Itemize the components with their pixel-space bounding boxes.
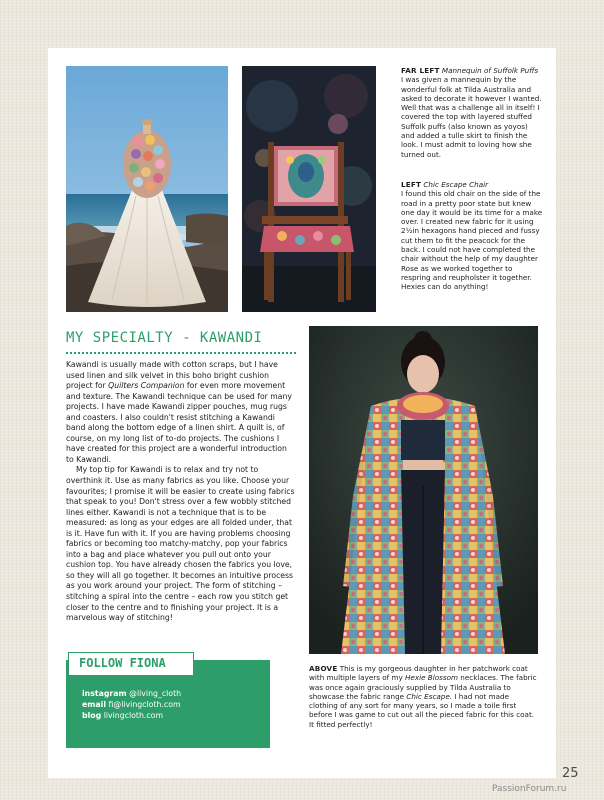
patchwork-coat-photo [309,326,538,654]
caption-text: I was given a mannequin by the wonderful folk at Tilda Australia and asked to decorate it however I wanted. Well that was a challenge all in itself! I covered the top with layered stuffed Suffolk puffs (also known as yoyos) and added a tulle skirt to finish the look. I must admit to loving how she turned out. [401,75,542,159]
section-heading: MY SPECIALTY - KAWANDI [66,330,263,346]
watermark: PassionForum.ru [492,784,567,794]
blog-label: blog [82,711,102,720]
caption-label: FAR LEFT [401,66,440,75]
article-body [66,360,296,624]
caption-text: This is my gorgeous daughter in her patchwork coat with multiple layers of my [309,664,528,683]
caption-text: necklaces. The fabric was once again graciously supplied by Tilda Australia to showcase the fabric range [309,673,537,701]
caption-text: I found this old chair on the side of the road in a pretty poor state but knew one day it would be its time for a make over. I created new fabric for it using 2½in hexagons hand pieced and fussy cut them to fit the peacock for the back. I could not have completed the chair without the help of my daughter Rose as we worked together to respring and reupholster it together. [401,189,543,282]
caption-label: ABOVE [309,664,338,673]
follow-heading: FOLLOW FIONA [68,652,194,676]
instagram-label: instagram [82,689,127,698]
email-label: email [82,700,107,709]
caption-title: Mannequin of Suffolk Puffs [441,66,539,75]
caption-label: LEFT [401,180,422,189]
paragraph-text: for even more movement and texture. The Kawandi technique can be used for many projects. I have made Kawandi zipper pouches, mug rugs and coasters. I also couldn't resist stitching a Kawandi band along the bottom edge of a linen shirt. A quilt is, of course, on my long list of to-do projects. The cushions I have created for this project are a wonderful introduction to Kawandi. [66,381,292,464]
email-address[interactable]: fi@livingcloth.com [108,700,181,709]
chair-photo [242,66,376,312]
paragraph-text: Kawandi is usually made with cotton scraps, but I have used linen and silk velvet in this boho bright cushion project for [66,360,278,391]
instagram-handle[interactable]: @living_cloth [129,689,182,698]
page-number: 25 [562,766,579,781]
mannequin-photo [66,66,228,312]
caption-text: Hexies can do anything! [401,282,489,292]
caption-above [309,664,538,729]
caption-title: Hexie Blossom [405,673,458,683]
caption-title: Chic Escape. [406,691,453,701]
dotted-divider [66,352,296,354]
paragraph-italic: Quilters Companion [108,381,185,391]
paragraph [66,360,296,465]
caption-far-left [401,66,543,159]
caption-left [401,180,543,292]
caption-title: Chic Escape Chair [423,180,489,189]
blog-url[interactable]: livingcloth.com [103,711,164,720]
paragraph-text: My top tip for Kawandi is to relax and try not to overthink it. Use as many fabrics as you like. Choose your favourites; I promise it will be easier to create using fabrics that speak to you! Don't stress over a few wobbly stitched lines either. Kawandi is not a technique that is to be measured: as long as your edges are all folded under, that is it. Have fun with it. If you are having problems choosing fabrics or becoming too matchy-matchy, pop your fabrics into a bag and place whatever you pull out onto your cushion top. You have already chosen the fabrics you love, so they will all go together. It becomes an intuitive process as you work around your project. The form of stitching – stitching a spiral into the centre – each row you stitch get closer to the centre and to finishing your project. It is a marvelous way of stitching! [66,465,295,623]
follow-links [82,688,262,721]
caption-text: I had not made clothing of any sort for many years, so I made a toile first before I was game to cut out all the pieced fabric for this coat. It fitted perfectly! [309,691,535,729]
